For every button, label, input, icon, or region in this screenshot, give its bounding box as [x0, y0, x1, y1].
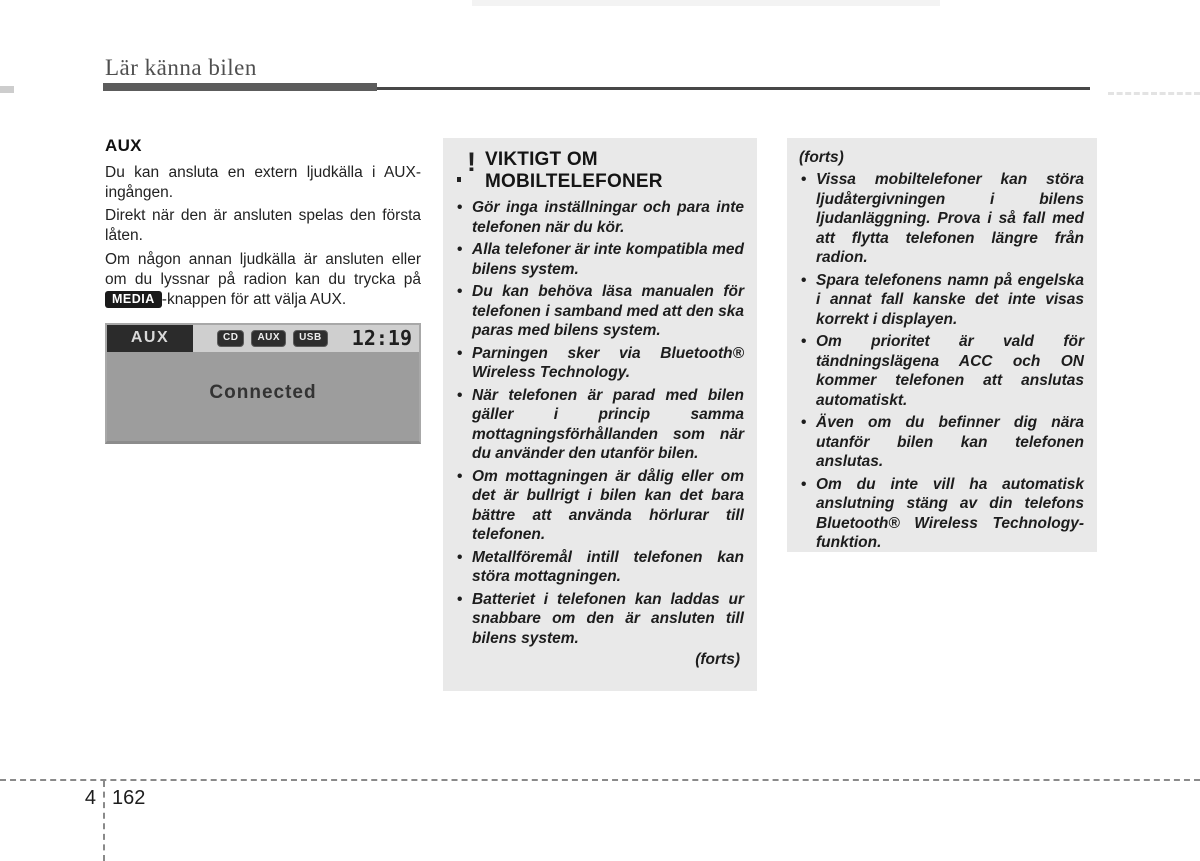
warning-bullet: • Gör inga inställningar och para inte telefonen när du kör.: [455, 198, 744, 237]
continuation-label: (forts): [799, 149, 844, 166]
display-mode-label: AUX: [107, 325, 193, 352]
continuation-bullet: • Vissa mobiltelefoner kan störa ljudåtergivningen i bilens ljudanläggning. Prova i så fall med att flytta telefonen längre från radion.: [799, 170, 1084, 268]
continuation-bullet: • Om du inte vill ha automatisk anslutning stäng av din telefons Bluetooth® Wireless Technology-funktion.: [799, 475, 1084, 553]
warning-bullet: • Metallföremål intill telefonen kan störa mottagningen.: [455, 548, 744, 587]
warning-title-line1: VIKTIGT OM: [485, 149, 598, 170]
warning-bullet: • Alla telefoner är inte kompatibla med bilens system.: [455, 240, 744, 279]
cd-badge: CD: [217, 330, 244, 347]
display-status-text: Connected: [209, 381, 317, 403]
aux-heading: AUX: [105, 136, 142, 155]
footer-dashed-rule: [0, 779, 1200, 781]
warning-title-line2: MOBILTELEFONER: [485, 171, 663, 193]
warning-title: [485, 149, 663, 193]
exclamation-dot: [457, 177, 461, 182]
chapter-number: 4: [84, 787, 96, 809]
continuation-bullet: • Om prioritet är vald för tändningslägena ACC och ON kommer telefonen att anslutas automatiskt.: [799, 332, 1084, 410]
aux-paragraph-3: [105, 250, 421, 310]
usb-badge: USB: [293, 330, 328, 347]
warning-header: [455, 149, 744, 193]
continuation-bullet: • Även om du befinner dig nära utanför bilen kan telefonen anslutas.: [799, 413, 1084, 472]
scan-artifact-left-mark: [0, 86, 14, 93]
aux-paragraph-3-post: -knappen för att välja AUX.: [161, 290, 347, 308]
scan-artifact-right-dashes: [1108, 92, 1200, 95]
aux-badge: AUX: [251, 330, 286, 347]
continuation-box: [787, 138, 1097, 552]
warning-bullet-list: [455, 198, 744, 648]
exclamation-glyph: !: [467, 147, 476, 177]
warning-bullet: • Du kan behöva läsa manualen för telefonen i samband med att den ska paras med bilens system.: [455, 282, 744, 341]
warning-bullet: • Om mottagningen är dålig eller om det är bullrigt i bilen kan det bara bättre att använda hörlurar till telefonen.: [455, 467, 744, 545]
page-title: Lär känna bilen: [105, 55, 257, 80]
footer-dashed-divider: [103, 781, 105, 861]
aux-section: [105, 136, 421, 444]
header-rule-thin: [377, 87, 1090, 90]
display-main-area: [107, 352, 419, 441]
display-clock: 12:19: [351, 326, 412, 351]
radio-display-illustration: [105, 323, 421, 444]
aux-paragraph-1: Du kan ansluta en extern ljudkälla i AUX-ingången.: [105, 164, 421, 202]
exclamation-icon: [455, 149, 485, 193]
page-number: 162: [112, 787, 146, 809]
continuation-bullet: • Spara telefonens namn på engelska i annat fall kanske det inte visas korrekt i displayen.: [799, 271, 1084, 330]
continuation-marker: (forts): [695, 651, 740, 669]
important-phones-box: [443, 138, 757, 691]
aux-paragraph-2: Direkt när den är ansluten spelas den första låten.: [105, 207, 421, 245]
scan-artifact-top-band: [472, 0, 940, 6]
warning-bullet: • Batteriet i telefonen kan laddas ur snabbare om den är ansluten till bilens system.: [455, 590, 744, 649]
warning-bullet: • Parningen sker via Bluetooth® Wireless Technology.: [455, 344, 744, 383]
header-rule-thick: [103, 83, 377, 91]
aux-paragraph-3-pre: Om någon annan ljudkälla är ansluten eller om du lyssnar på radion kan du trycka på: [105, 250, 421, 288]
continuation-bullet-list: [799, 170, 1084, 553]
warning-bullet: • När telefonen är parad med bilen gäller i princip samma mottagningsförhållanden som när du använder den utanför bilen.: [455, 386, 744, 464]
media-button-badge: MEDIA: [105, 291, 162, 309]
display-top-bar: [107, 325, 419, 352]
display-source-badges: [217, 330, 328, 347]
